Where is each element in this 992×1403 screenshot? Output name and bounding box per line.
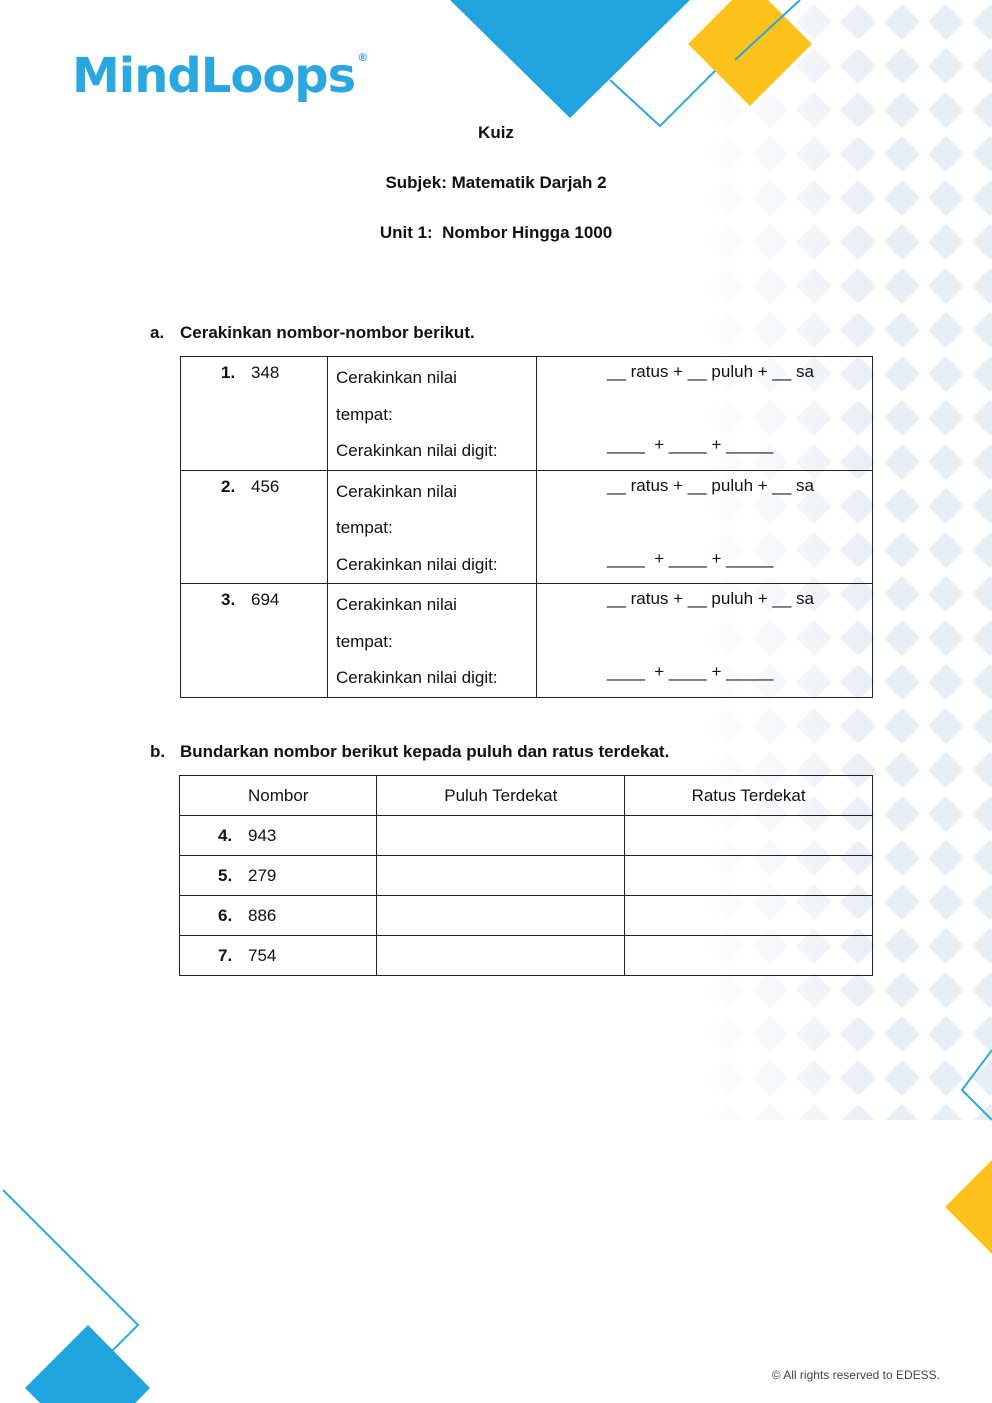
- table-row: 1. 348 Cerakinkan nilai tempat: Cerakinkan nilai digit: __ ratus + __ puluh + __ sa ____ + ____ + _____: [181, 357, 873, 471]
- table-row: 7. 754: [180, 936, 873, 976]
- column-header: Ratus Terdekat: [625, 776, 873, 816]
- table-row: 2. 456 Cerakinkan nilai tempat: Cerakinkan nilai digit: __ ratus + __ puluh + __ sa ____ + ____ + _____: [181, 470, 873, 584]
- table-row: 6. 886: [180, 896, 873, 936]
- question-number: 348: [251, 363, 280, 382]
- table-row: 5. 279: [180, 856, 873, 896]
- quiz-title: Kuiz: [478, 123, 514, 142]
- question-number: 456: [251, 476, 280, 496]
- copyright-footer: © All rights reserved to EDESS.: [771, 1368, 940, 1382]
- table-header-row: [180, 776, 873, 816]
- mindloops-logo: MindLoops ®: [72, 48, 368, 104]
- subject-line: Subjek: Matematik Darjah 2: [385, 173, 607, 192]
- answer-cell[interactable]: [377, 896, 625, 936]
- answer-cell[interactable]: __ ratus + __ puluh + __ sa ____ + ____ + _____: [607, 362, 814, 454]
- decomposition-table: [180, 356, 873, 698]
- table-row: 4. 943: [180, 816, 873, 856]
- column-header: Puluh Terdekat: [377, 776, 625, 816]
- rounding-table: [179, 775, 873, 976]
- answer-cell[interactable]: __ ratus + __ puluh + __ sa ____ + ____ + _____: [607, 589, 814, 681]
- column-header: Nombor: [180, 776, 377, 816]
- table-row: 3. 694 Cerakinkan nilai tempat: Cerakinkan nilai digit: __ ratus + __ puluh + __ sa ____ + ____ + _____: [181, 584, 873, 698]
- answer-cell[interactable]: __ ratus + __ puluh + __ sa ____ + ____ + _____: [607, 475, 814, 568]
- answer-cell[interactable]: [625, 856, 873, 896]
- question-number: 694: [251, 590, 280, 609]
- answer-cell[interactable]: [377, 936, 625, 976]
- answer-cell[interactable]: [625, 896, 873, 936]
- answer-cell[interactable]: [625, 936, 873, 976]
- answer-cell[interactable]: [377, 816, 625, 856]
- unit-line: Unit 1: Nombor Hingga 1000: [379, 223, 613, 242]
- section-b-heading: b. Bundarkan nombor berikut kepada puluh dan ratus terdekat.: [150, 742, 670, 761]
- section-a-heading: a. Cerakinkan nombor-nombor berikut.: [150, 323, 475, 342]
- answer-cell[interactable]: [377, 856, 625, 896]
- yellow-diamond-right: [945, 1160, 992, 1254]
- answer-cell[interactable]: [625, 816, 873, 856]
- blue-triangle-top: [450, 0, 690, 118]
- blue-diamond-bottom: [25, 1325, 150, 1403]
